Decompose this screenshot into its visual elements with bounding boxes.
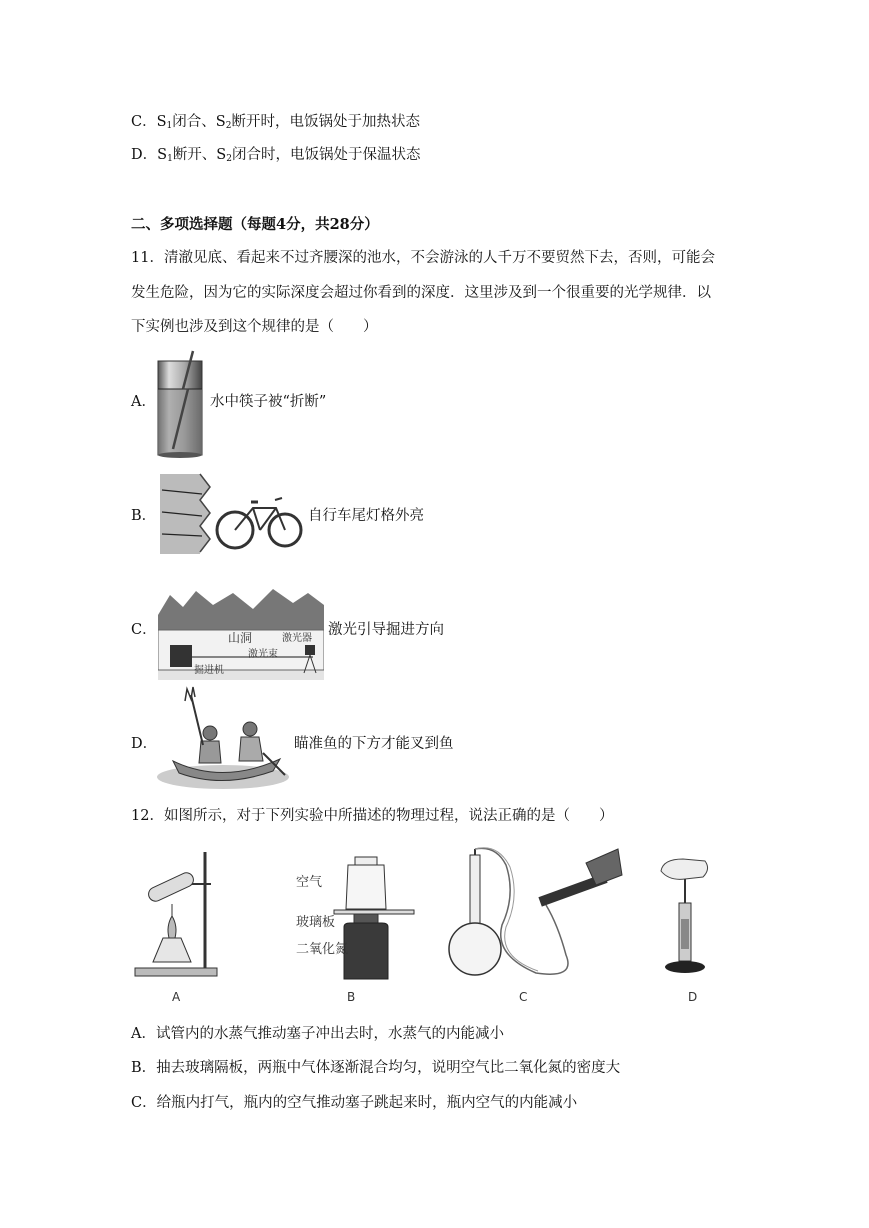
q12-option-c: C．给瓶内打气，瓶内的空气推动塞子跳起来时，瓶内空气的内能减小 [131,1095,578,1111]
figure-letter-b: B [347,990,356,1004]
figure-letter-c: C [519,990,528,1004]
q12-stem: 12．如图所示，对于下列实验中所描述的物理过程，说法正确的是（ ） [131,808,614,824]
q11-stem-line1: 11．清澈见底、看起来不过齐腰深的池水，不会游泳的人千万不要贸然下去，否则，可能会 [131,250,715,266]
q11-option-b-letter: B． [131,508,157,524]
label-no2: 二氧化氮 [296,942,349,957]
prev-option-d: D．$S_1$断开、$S_2$闭合时，电饭锅处于保温状态 [131,147,421,164]
experiment-b-gas-diffusion-icon [330,855,420,983]
tunnel-label-laser: 激光器 [282,633,312,644]
q11-option-d-text: 瞄准鱼的下方才能叉到鱼 [294,736,454,752]
tunnel-label-machine: 掘进机 [194,665,224,676]
q11-option-c-letter: C． [131,622,157,638]
figure-letter-d: D [688,990,698,1004]
prev-option-c: C．$S_1$闭合、$S_2$断开时，电饭锅处于加热状态 [131,114,420,131]
experiment-a-steam-tube-icon [133,850,223,980]
q11-stem-line3: 下实例也涉及到这个规律的是（ ） [131,319,378,335]
q11-option-b-text: 自行车尾灯格外亮 [308,508,424,524]
fish-spear-boat-icon [155,685,290,793]
q11-option-c-text: 激光引导掘进方向 [328,622,444,638]
figure-letter-a: A [172,990,181,1004]
chopstick-glass-icon [155,349,205,459]
tunnel-label-cave: 山洞 [228,631,253,645]
label-glass-plate: 玻璃板 [296,915,336,930]
label-air: 空气 [296,875,323,890]
q12-option-b: B．抽去玻璃隔板，两瓶中气体逐渐混合均匀，说明空气比二氧化氮的密度大 [131,1060,621,1076]
laser-tunnel-icon [158,585,324,680]
experiment-c-flask-pump-icon [446,845,626,985]
section-heading: 二、多项选择题（每题4分，共28分） [131,216,379,233]
q12-option-a: A．试管内的水蒸气推动塞子冲出去时，水蒸气的内能减小 [131,1026,504,1042]
bicycle-reflector-icon [158,472,303,560]
q11-stem-line2: 发生危险，因为它的实际深度会超过你看到的深度．这里涉及到一个很重要的光学规律．以 [131,285,711,301]
experiment-d-piston-cylinder-icon [655,855,715,980]
tunnel-label-beam: 激光束 [248,649,278,660]
q11-option-a-letter: A． [131,394,156,410]
q11-option-d-letter: D． [131,736,158,752]
q11-option-a-text: 水中筷子被“折断” [210,394,327,410]
